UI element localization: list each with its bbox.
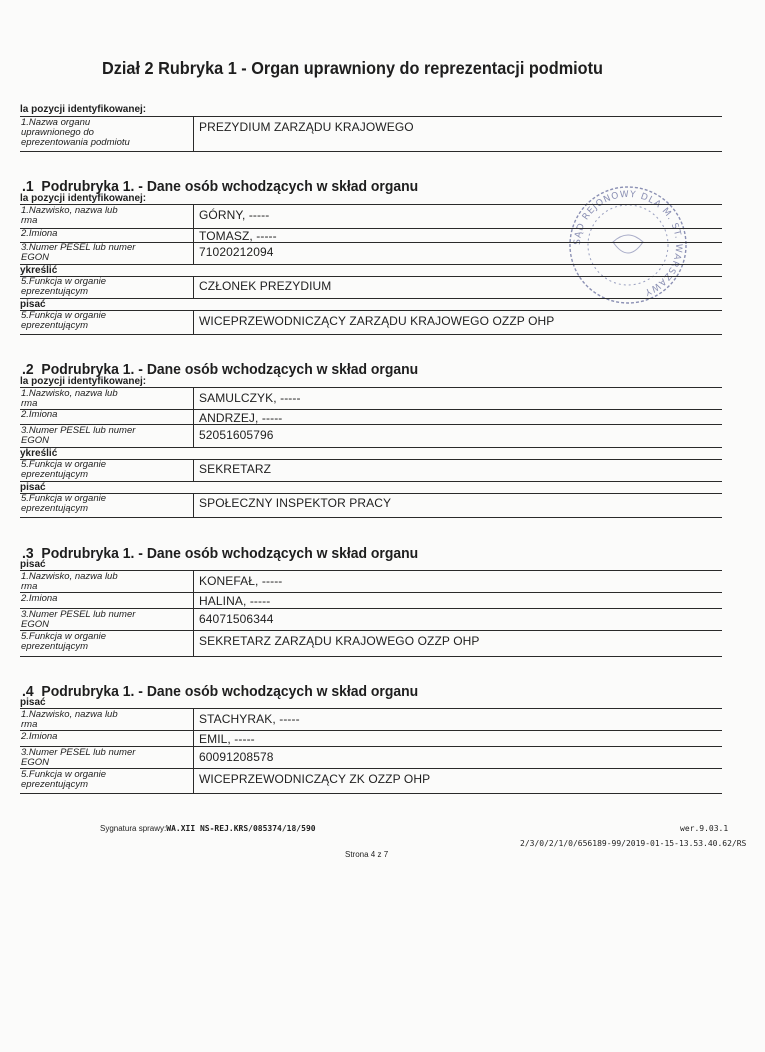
section-1-heading: .1 Podrubryka 1. - Dane osób wchodzących w skład organu bbox=[22, 178, 419, 195]
divider bbox=[193, 277, 194, 298]
divider bbox=[193, 117, 194, 151]
divider bbox=[193, 709, 194, 793]
surname-value: STACHYRAK, ----- bbox=[199, 712, 300, 726]
function-value: SEKRETARZ ZARZĄDU KRAJOWEGO OZZP OHP bbox=[199, 634, 480, 648]
pesel-value: 52051605796 bbox=[199, 428, 274, 442]
given-names-label: 2.Imiona bbox=[21, 732, 58, 742]
divider bbox=[20, 116, 722, 117]
position-control-label: la pozycji identyfikowanej: bbox=[20, 104, 147, 115]
divider bbox=[20, 264, 722, 265]
surname-label: 1.Nazwisko, nazwa lub rma bbox=[21, 572, 118, 592]
divider bbox=[20, 447, 722, 448]
divider bbox=[20, 387, 722, 388]
surname-value: KONEFAŁ, ----- bbox=[199, 574, 283, 588]
organ-name-value: PREZYDIUM ZARZĄDU KRAJOWEGO bbox=[199, 120, 414, 134]
given-names-value: ANDRZEJ, ----- bbox=[199, 411, 283, 425]
document-id: 2/3/0/2/1/0/656189-99/2019-01-15-13.53.40.62/RS bbox=[520, 839, 747, 848]
surname-label: 1.Nazwisko, nazwa lub rma bbox=[21, 389, 118, 409]
divider bbox=[20, 708, 722, 709]
function-old-value: SEKRETARZ bbox=[199, 462, 272, 476]
court-stamp-icon bbox=[565, 182, 691, 308]
divider bbox=[20, 656, 722, 657]
strike-label: ykreślić bbox=[20, 448, 58, 459]
section-4-heading: .4 Podrubryka 1. - Dane osób wchodzących w skład organu bbox=[22, 683, 419, 700]
write-label: pisać bbox=[20, 299, 46, 310]
function-label: 5.Funkcja w organie eprezentującym bbox=[21, 311, 107, 331]
given-names-label: 2.Imiona bbox=[21, 410, 58, 420]
divider bbox=[20, 630, 722, 631]
divider bbox=[20, 730, 722, 731]
pesel-value: 64071506344 bbox=[199, 612, 274, 626]
divider bbox=[20, 481, 722, 482]
function-label: 5.Funkcja w organie eprezentującym bbox=[21, 770, 107, 790]
surname-label: 1.Nazwisko, nazwa lub rma bbox=[21, 710, 118, 730]
divider bbox=[20, 570, 722, 571]
section-3-heading: .3 Podrubryka 1. - Dane osób wchodzących w skład organu bbox=[22, 545, 419, 562]
function-label: 5.Funkcja w organie eprezentującym bbox=[21, 277, 107, 297]
given-names-label: 2.Imiona bbox=[21, 229, 58, 239]
divider bbox=[20, 334, 722, 335]
section-1-control: la pozycji identyfikowanej: bbox=[20, 193, 147, 204]
pesel-value: 60091208578 bbox=[199, 750, 274, 764]
given-names-value: EMIL, ----- bbox=[199, 732, 255, 746]
organ-name-label: 1.Nazwa organu uprawnionego do eprezentowania podmiotu bbox=[21, 118, 130, 148]
given-names-label: 2.Imiona bbox=[21, 594, 58, 604]
pesel-label: 3.Numer PESEL lub numer EGON bbox=[21, 426, 136, 446]
function-label: 5.Funkcja w organie eprezentującym bbox=[21, 632, 107, 652]
divider bbox=[20, 424, 722, 425]
divider bbox=[193, 311, 194, 334]
divider bbox=[20, 793, 722, 794]
divider bbox=[20, 204, 722, 205]
page-number: Strona 4 z 7 bbox=[345, 850, 389, 859]
section-2-heading: .2 Podrubryka 1. - Dane osób wchodzących w skład organu bbox=[22, 361, 419, 378]
version-label: wer.9.03.1 bbox=[680, 824, 729, 833]
pesel-label: 3.Numer PESEL lub numer EGON bbox=[21, 610, 136, 630]
surname-label: 1.Nazwisko, nazwa lub rma bbox=[21, 206, 118, 226]
function-value: WICEPRZEWODNICZĄCY ZK OZZP OHP bbox=[199, 772, 431, 786]
divider bbox=[193, 571, 194, 656]
surname-value: GÓRNY, ----- bbox=[199, 208, 270, 222]
function-old-value: CZŁONEK PREZYDIUM bbox=[199, 279, 332, 293]
function-label: 5.Funkcja w organie eprezentującym bbox=[21, 494, 107, 514]
divider bbox=[193, 205, 194, 264]
divider bbox=[20, 298, 722, 299]
divider bbox=[20, 517, 722, 518]
section-4-control: pisać bbox=[20, 697, 46, 708]
divider bbox=[193, 460, 194, 481]
given-names-value: TOMASZ, ----- bbox=[199, 229, 277, 243]
divider bbox=[20, 768, 722, 769]
section-2-control: la pozycji identyfikowanej: bbox=[20, 376, 147, 387]
divider bbox=[193, 388, 194, 447]
divider bbox=[193, 494, 194, 517]
function-new-value: WICEPRZEWODNICZĄCY ZARZĄDU KRAJOWEGO OZZP OHP bbox=[199, 314, 555, 328]
section-3-control: pisać bbox=[20, 559, 46, 570]
pesel-label: 3.Numer PESEL lub numer EGON bbox=[21, 243, 136, 263]
pesel-label: 3.Numer PESEL lub numer EGON bbox=[21, 748, 136, 768]
svg-text:SĄD REJONOWY DLA M. ST. WARSZA: SĄD REJONOWY DLA M. ST. WARSZAWY bbox=[572, 189, 684, 297]
function-label: 5.Funkcja w organie eprezentującym bbox=[21, 460, 107, 480]
function-new-value: SPOŁECZNY INSPEKTOR PRACY bbox=[199, 496, 392, 510]
write-label: pisać bbox=[20, 482, 46, 493]
strike-label: ykreślić bbox=[20, 265, 58, 276]
divider bbox=[20, 151, 722, 152]
page-title: Dział 2 Rubryka 1 - Organ uprawniony do reprezentacji podmiotu bbox=[102, 58, 603, 78]
surname-value: SAMULCZYK, ----- bbox=[199, 391, 301, 405]
divider bbox=[20, 746, 722, 747]
divider bbox=[20, 592, 722, 593]
pesel-value: 71020212094 bbox=[199, 245, 274, 259]
divider bbox=[20, 608, 722, 609]
given-names-value: HALINA, ----- bbox=[199, 594, 271, 608]
case-signature: Sygnatura sprawy:WA.XII NS-REJ.KRS/085374/18/590 bbox=[100, 824, 316, 833]
